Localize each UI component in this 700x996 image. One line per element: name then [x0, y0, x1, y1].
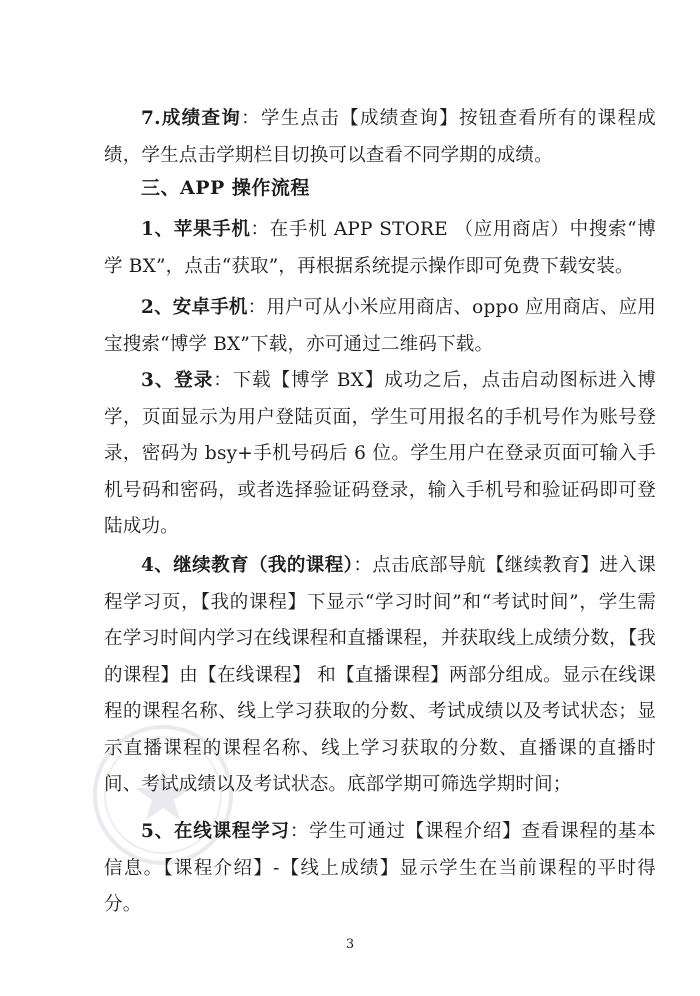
paragraph-label: 3、登录 [141, 370, 214, 391]
paragraph-separator: ： [241, 108, 261, 129]
paragraph-label: 4、继续教育（我的课程） [141, 555, 354, 576]
paragraph-label: 2、安卓手机 [141, 297, 248, 318]
paragraph-text: 点击底部导航【继续教育】进入课程学习页，【我的课程】下显示“学习时间”和“考试时间”，学生需在学习时间内学习在线课程和直播课程，并获取线上成绩分数，【我的课程】由【在线课程】 和【直播课程】两部分组成。显示在线课程的课程名称、线上学习获取的分数、考试成绩以及考试状态；显示直播课程的课程名称、线上学习获取的分数、直播课的直播时间、考试成绩以及考试状态。底部学期可筛选学期时间； [104, 555, 656, 795]
paragraph-label: 1、苹果手机 [141, 219, 251, 240]
paragraph-separator: ： [247, 297, 267, 318]
paragraph-login [104, 363, 656, 546]
paragraph-text: 用户可从小米应用商店、oppo 应用商店、应用宝搜索“博学 BX”下载，亦可通过二维码下载。 [104, 297, 656, 355]
paragraph-separator: ： [250, 219, 270, 240]
paragraph-grade-query [104, 101, 656, 174]
section-heading: 三、APP 操作流程 [141, 177, 310, 199]
page-number: 3 [345, 937, 355, 952]
paragraph-text: 学生可通过【课程介绍】查看课程的基本信息。【课程介绍】-【线上成绩】显示学生在当前课程的平时得分。 [104, 821, 656, 915]
paragraph-online-course-study [104, 814, 656, 924]
paragraph-separator: ： [289, 821, 310, 842]
paragraph-text: 下载【博学 BX】成功之后，点击启动图标进入博学，页面显示为用户登陆页面，学生可用报名的手机号作为账号登录，密码为 bsy+手机号码后 6 位。学生用户在登录页面可输入手机号码和密码，或者选择验证码登录，输入手机号和验证码即可登陆成功。 [104, 370, 656, 537]
paragraph-text: 在手机 APP STORE （应用商店）中搜索“博学 BX”，点击“获取”，再根据系统提示操作即可免费下载安装。 [104, 219, 657, 277]
paragraph-separator: ： [213, 370, 233, 391]
paragraph-label: 5、在线课程学习 [141, 821, 290, 842]
paragraph-separator: ： [353, 555, 373, 576]
paragraph-text: 学生点击【成绩查询】按钮查看所有的课程成绩，学生点击学期栏目切换可以查看不同学期的成绩。 [104, 108, 656, 166]
paragraph-label: 7.成绩查询 [141, 108, 242, 129]
paragraph-continuing-education [104, 548, 656, 804]
paragraph-iphone [104, 212, 656, 285]
paragraph-android [104, 290, 656, 363]
